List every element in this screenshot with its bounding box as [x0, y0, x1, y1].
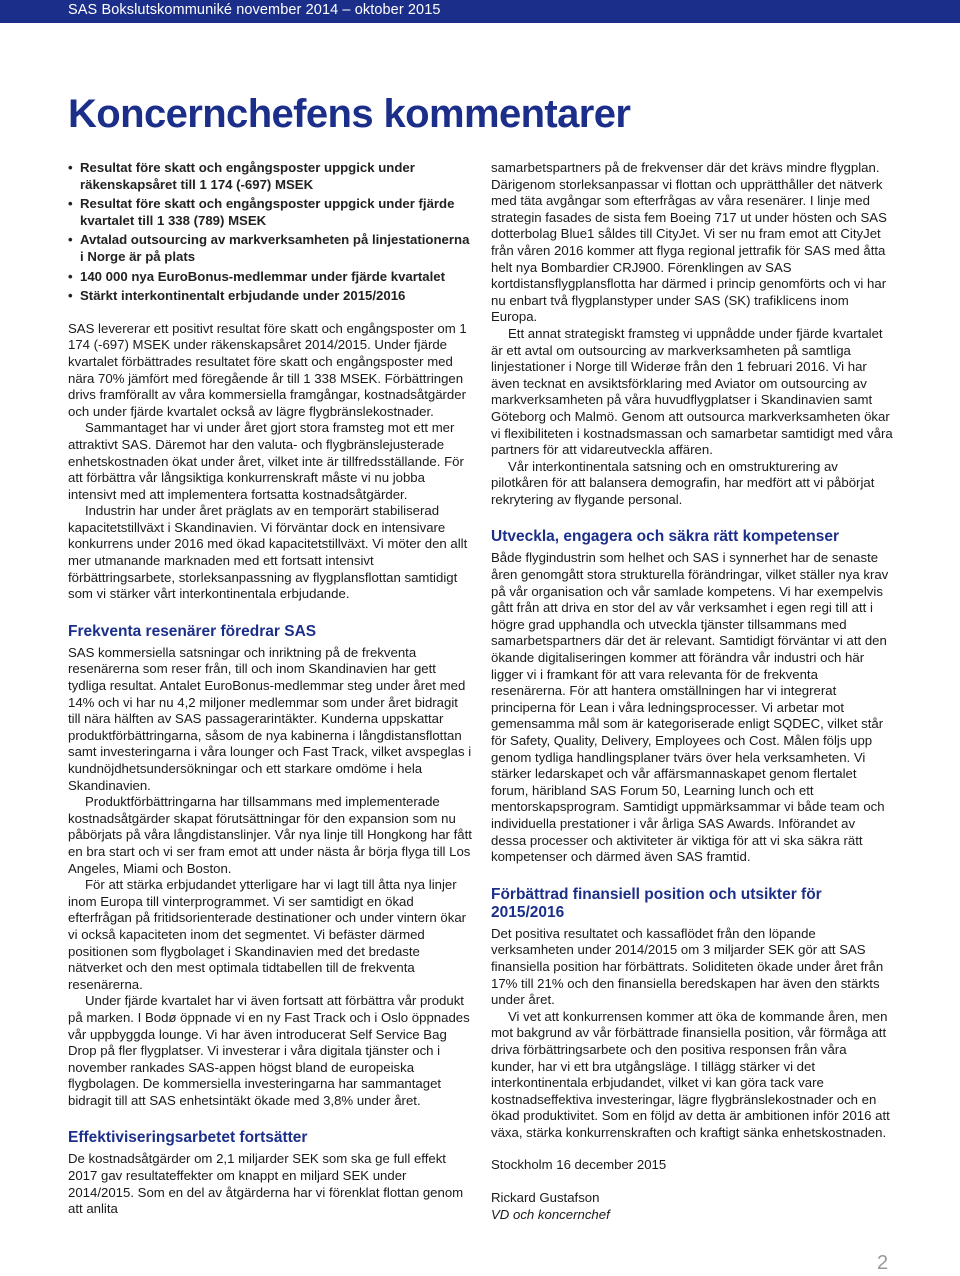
body-paragraph: Vår interkontinentala satsning och en omstrukturering av pilotkåren för att balansera demografin, har medfört att vi påbörjat rekrytering av flygande personal.	[491, 458, 875, 507]
highlight-item: • 140 000 nya EuroBonus-medlemmar under fjärde kvartalet	[68, 269, 472, 286]
highlights-list	[68, 160, 472, 305]
intro-paragraph: Industrin har under året präglats av en temporärt stabiliserad kapacitetstillväxt i Skandinavien. Vi förväntar dock en intensivare konkurrens under 2016 med ökad kapacitetstillväxt. Vi möter den allt mer utmanande marknaden med ett fortsatt intensivt förbättringsarbete, storleksanpassning av flygplansflottan samtidigt som vi stärker vårt interkontinentala erbjudande.	[68, 503, 468, 602]
intro-paragraph: SAS levererar ett positivt resultat före skatt och engångsposter om 1 174 (-697) MSEK under räkenskapsåret 2014/2015. Under fjärde kvartalet förbättrades resultatet före skatt och engångsposter med nära 70% jämfört med föregående år till 1 338 MSEK. Förbättringen drivs framförallt av våra kommersiella framgångar, kostnadsåtgärder och under fjärde kvartalet också av lägre flygbränslekostnader.	[68, 320, 467, 419]
signature-block	[491, 1157, 893, 1223]
body-paragraph: Under fjärde kvartalet har vi även fortsatt att förbättra vår produkt på marken. I Bodø öppnade vi en ny Fast Track och i Oslo öppnades vår uppbyggda lounge. Vi har även introducerat Self Service Bag Drop på fler flygplatser. Vi investerar i våra digitala tjänster och i november rankades SAS-appen högst bland de europeiska flygbolagen. De kommersiella investeringarna har sammantaget bidragit till att SAS enhetsintäkt ökade med 3,8% under året.	[68, 993, 470, 1108]
body-paragraph: Produktförbättringarna har tillsammans med implementerade kostnadsåtgärder skapat förutsättningar för den expansion som nu påbörjats på våra långdistanslinjer. Vår nya linje till Hongkong har fått en bra start och vi ser fram emot att under nästa år börja flyga till Los Angeles, Miami och Boston.	[68, 794, 472, 876]
left-column	[68, 160, 472, 1218]
section-heading-finance: Förbättrad finansiell position och utsikter för 2015/2016	[491, 885, 822, 921]
body-paragraph: SAS kommersiella satsningar och inriktning på de frekventa resenärerna som reser från, till och inom Skandinavien har gett tydliga resultat. Antalet EuroBonus-medlemmar steg under året med 14% och vi har nu 4,2 miljoner medlemmar som under året bidragit till nära hälften av SAS passagerarintäkter. Kunderna uppskattar produktförbättringarna, såsom de nya kabinerna i långdistansflottan samt investeringarna i våra lounger och Fast Track, vilket avspeglas i kundnöjdhetsundersökningar och ett starkare omdöme i hela Skandinavien.	[68, 644, 472, 793]
highlight-item: • Resultat före skatt och engångsposter uppgick under fjärde kvartalet till 1 338 (789) MSEK	[68, 196, 472, 229]
page-number: 2	[877, 1252, 889, 1274]
highlight-item: • Avtalad outsourcing av markverksamheten på linjestationerna i Norge är på plats	[68, 232, 472, 265]
section-heading-frequent: Frekventa resenärer föredrar SAS	[68, 622, 317, 640]
body-paragraph: Ett annat strategiskt framsteg vi uppnådde under fjärde kvartalet är ett avtal om outsourcing av markverksamheten på samtliga linjestationer i Norge till Widerøe från den 1 februari 2016. Vi har även tecknat en avsiktsförklaring med Aviator om outsourcing av markverksamheten på våra huvudflygplatser i Skandinavien samt Göteborg och Malmö. Genom att outsourca markverksamheten ökar vi flexibiliteten i kostnadsmassan och samarbetar samtidigt med våra partners för att vidareutveckla affären.	[491, 325, 893, 458]
header-title: SAS Bokslutskommuniké november 2014 – oktober 2015	[68, 2, 441, 18]
signature-place-date: Stockholm 16 december 2015	[491, 1157, 667, 1173]
signature-role: VD och koncernchef	[491, 1206, 610, 1222]
body-paragraph: samarbetspartners på de frekvenser där det krävs mindre flygplan. Därigenom storleksanpassar vi flottan och upprätthåller det nätverk med täta avgångar som efterfrågas av våra resenärer. I linje med strategin fasades de sista fem Boeing 717 ut under hösten och SAS dotterbolag Blue1 såldes till CityJet. Vi ser nu fram emot att CityJet från våren 2016 kommer att flyga regional jettrafik för SAS med åtta helt nya Bombardier CRJ900. Förenklingen av SAS kortdistansflygplansflotta har därmed i princip genomförts och vi har nu enbart två flygplanstyper under SAS (SK) trafiklicens inom Europa.	[491, 160, 887, 325]
highlight-item: • Resultat före skatt och engångsposter uppgick under räkenskapsåret till 1 174 (-697) MSEK	[68, 160, 472, 193]
section-heading-develop: Utveckla, engagera och säkra rätt kompetenser	[491, 528, 840, 546]
intro-paragraph: Sammantaget har vi under året gjort stora framsteg mot ett mer attraktivt SAS. Däremot har den valuta- och flygbränslejusterade enhetskostnaden ökat under året, vilket inte är tillfredsställande. För att förbättra vår långsiktiga konkurrenskraft måste vi nu jobba intensivt med att implementera fortsatta kostnadsåtgärder.	[68, 420, 464, 502]
page-title: Koncernchefens kommentarer	[68, 92, 631, 136]
body-paragraph: För att stärka erbjudandet ytterligare har vi lagt till åtta nya linjer inom Europa till vinterprogrammet. Vi ser samtidigt en ökad efterfrågan på fritidsorienterade destinationer och under vintern ökar vi också kapaciteten inom det segmentet. Vi befäster därmed positionen som flygbolaget i Skandinavien med det bredaste nätverket och den mest optimala tidtabellen till de frekventa resenärerna.	[68, 877, 467, 992]
body-paragraph: Vi vet att konkurrensen kommer att öka de kommande åren, men mot bakgrund av vår förbättrade finansiella position, vår förmåga att driva förbättringsarbete och den positiva responsen från våra kunder, har vi ett bra utgångsläge. I tillägg stärker vi det interkontinentala erbjudandet, vilket vi kan göra tack vare kostnadseffektiva investeringar, lägre flygbränslekostnader och en ökad produktivitet. Som en följd av detta är ambitionen inför 2016 att växa, stärka konkurrenskraften och kraftigt sänka enhetskostnaden.	[491, 1008, 890, 1140]
section-heading-efficiency: Effektiviseringsarbetet fortsätter	[68, 1129, 308, 1147]
signature-name: Rickard Gustafson	[491, 1190, 600, 1206]
body-paragraph: Det positiva resultatet och kassaflödet från den löpande verksamheten under 2014/2015 om 3 miljarder SEK gör att SAS finansiella position har förbättrats. Soliditeten ökade under året från 17% till 21% och den finansiella beredskapen har även den stärkts under året.	[491, 925, 884, 1008]
body-paragraph: De kostnadsåtgärder om 2,1 miljarder SEK som ska ge full effekt 2017 gav resultateffekter om knappt en miljard SEK under 2014/2015. Som en del av åtgärderna har vi förenklat flottan genom att anlita	[68, 1151, 464, 1217]
right-column	[491, 160, 893, 1223]
highlight-item: • Stärkt interkontinentalt erbjudande under 2015/2016	[68, 288, 472, 305]
header-band	[0, 0, 960, 23]
body-paragraph: Både flygindustrin som helhet och SAS i synnerhet har de senaste åren genomgått stora strukturella förändringar, vilket ställer nya krav på vår organisation och vår samlade kompetens. Vi har exempelvis gått från att driva en stor del av vår verksamhet i egen regi till att i högre grad upphandla och utveckla tjänster tillsammans med samarbetspartners där det är relevant. Samtidigt förväntar vi att den ökande digitaliseringen kommer att förändra vår industri och här ligger vi i framkant för att vara relevanta för de frekventa resenärerna. För att hantera omställningen har vi integrerat principerna för Lean i våra ledningsprocesser. Vi arbetar mot gemensamma mål som är kategoriserade enligt SQDEC, vilket står för Safety, Quality, Delivery, Employees och Cost. Målen följs upp genom tydliga handlingsplaner tvärs över hela verksamheten. Vi stärker ledarskapet och vår affärsmannaskapet genom flertalet forum, häribland SAS Forum 50, Learning lunch och ett mentorskapsprogram. Samtidigt uppmärksammar vi både team och individuella prestationer i vår årliga SAS Awards. Införandet av dessa processer och aktiviteter är viktiga för att vi ska säkra rätt kompetenser och därmed även SAS framtid.	[491, 550, 889, 865]
